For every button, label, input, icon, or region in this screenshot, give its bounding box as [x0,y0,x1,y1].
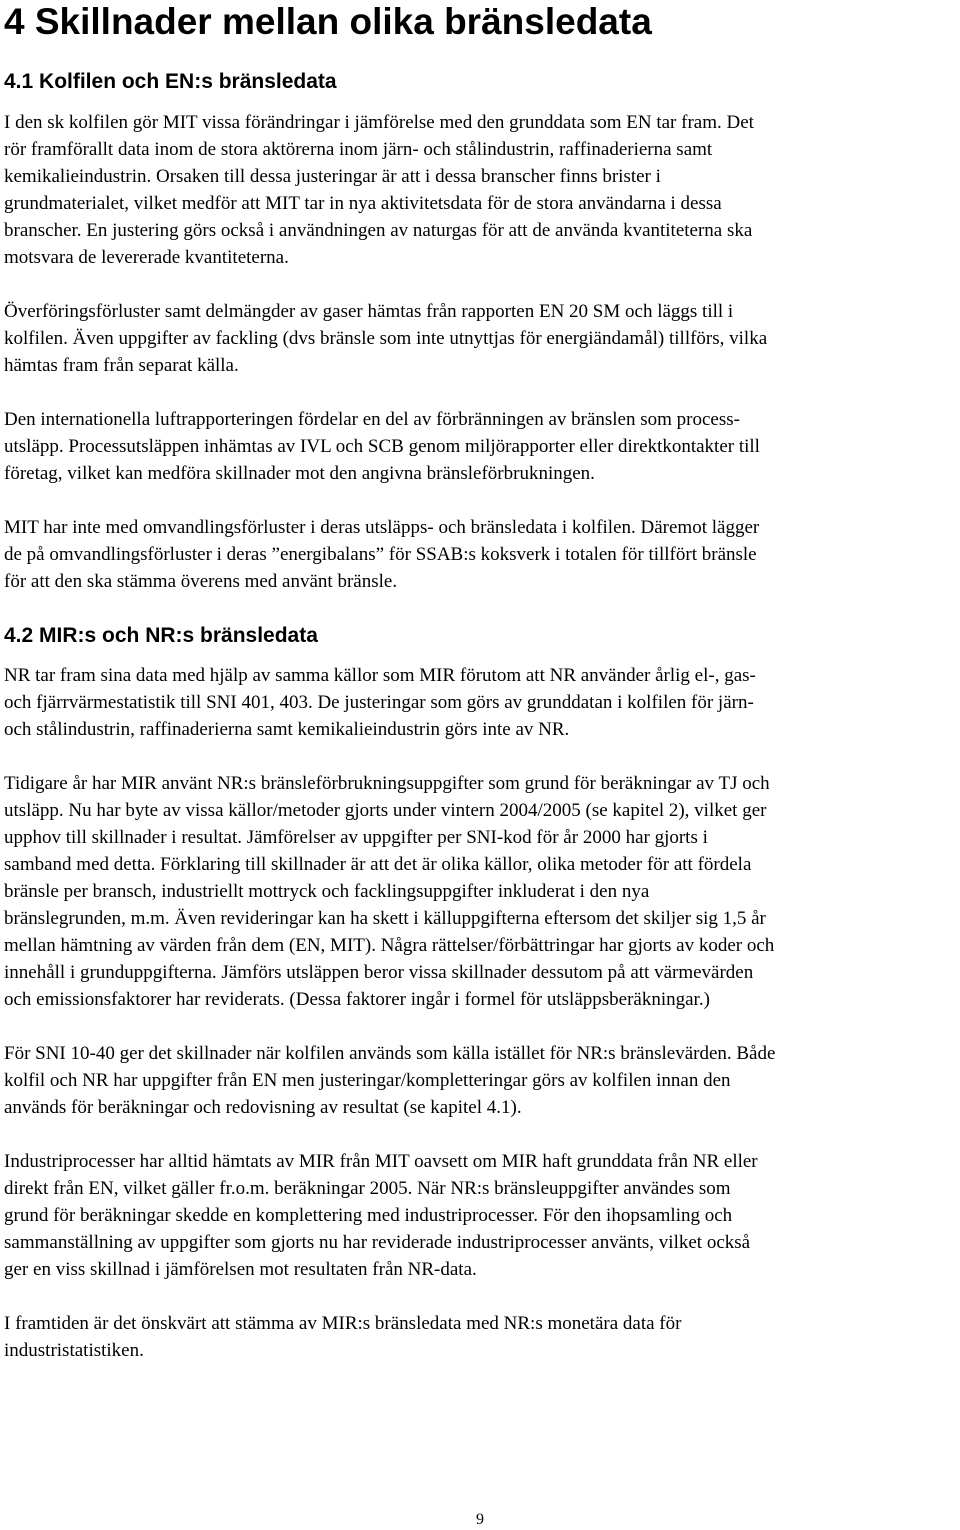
text-line: Den internationella luftrapporteringen fördelar en del av förbränningen av bränslen som process- [4,409,740,430]
text-line: ger en viss skillnad i jämförelsen mot resultaten från NR-data. [4,1259,477,1280]
text-line: motsvara de levererade kvantiteterna. [4,247,289,268]
text-line: företag, vilket kan medföra skillnader mot den angivna bränsleförbrukningen. [4,463,595,484]
text-line: kemikalieindustrin. Orsaken till dessa justeringar är att i dessa branscher finns brister i [4,166,661,187]
text-line: utsläpp. Nu har byte av vissa källor/metoder gjorts under vintern 2004/2005 (se kapitel 2), vilket ger [4,800,767,821]
paragraph-4-2-5 [4,1310,681,1364]
text-line: hämtas fram från separat källa. [4,355,239,376]
paragraph-4-2-4 [4,1148,758,1283]
text-line: branscher. En justering görs också i användningen av naturgas för att de använda kvantiteterna ska [4,220,753,241]
paragraph-4-1-2 [4,298,767,379]
section-heading-4-1: 4.1 Kolfilen och EN:s bränsledata [4,70,337,93]
text-line: I den sk kolfilen gör MIT vissa förändringar i jämförelse med den grunddata som EN tar fram. Det [4,112,754,133]
text-line: används för beräkningar och redovisning av resultat (se kapitel 4.1). [4,1097,522,1118]
text-line: rör framförallt data inom de stora aktörerna inom järn- och stålindustrin, raffinaderierna samt [4,139,713,160]
chapter-heading: 4 Skillnader mellan olika bränsledata [4,1,652,42]
text-line: för att den ska stämma överens med använt bränsle. [4,571,398,592]
text-line: upphov till skillnader i resultat. Jämförelser av uppgifter per SNI-kod för år 2000 har gjorts i [4,827,708,848]
text-line: MIT har inte med omvandlingsförluster i deras utsläpps- och bränsledata i kolfilen. Däremot lägger [4,517,760,538]
text-line: Tidigare år har MIR använt NR:s bränsleförbrukningsuppgifter som grund för beräkningar av TJ och [4,773,770,794]
text-line: och fjärrvärmestatistik till SNI 401, 403. De justeringar som görs av grunddatan i kolfilen för järn- [4,692,754,713]
text-line: Industriprocesser har alltid hämtats av MIR från MIT oavsett om MIR haft grunddata från NR eller [4,1151,758,1172]
text-line: Överföringsförluster samt delmängder av gaser hämtas från rapporten EN 20 SM och läggs till i [4,301,734,322]
text-line: För SNI 10-40 ger det skillnader när kolfilen används som källa istället för NR:s bränslevärden. Både [4,1043,776,1064]
text-line: och emissionsfaktorer har reviderats. (Dessa faktorer ingår i formel för utsläppsberäkningar.) [4,989,710,1010]
paragraph-4-2-2 [4,770,774,1013]
paragraph-4-1-3 [4,406,760,487]
text-line: mellan hämtning av värden från dem (EN, MIT). Några rättelser/förbättringar har gjorts av koder och [4,935,775,956]
text-line: industristatistiken. [4,1340,144,1361]
paragraph-4-1-1 [4,109,754,271]
text-line: kolfilen. Även uppgifter av fackling (dvs bränsle som inte utnyttjas för energiändamål) tillförs, vilka [4,328,768,349]
paragraph-4-1-4 [4,514,759,595]
text-line: utsläpp. Processutsläppen inhämtas av IVL och SCB genom miljörapporter eller direktkontakter till [4,436,760,457]
text-line: grund för beräkningar skedde en komplettering med industriprocesser. För den ihopsamling och [4,1205,733,1226]
text-line: I framtiden är det önskvärt att stämma av MIR:s bränsledata med NR:s monetära data för [4,1313,682,1334]
text-line: samband med detta. Förklaring till skillnader är att det är olika källor, olika metoder för att fördela [4,854,752,875]
page-number: 9 [476,1511,484,1528]
text-line: bränslegrunden, m.m. Även revideringar kan ha skett i källuppgifterna eftersom det skiljer sig 1,5 år [4,908,766,929]
text-line: NR tar fram sina data med hjälp av samma källor som MIR förutom att NR använder årlig el-, gas- [4,665,756,686]
section-heading-4-2: 4.2 MIR:s och NR:s bränsledata [4,624,318,647]
paragraph-4-2-1 [4,662,756,743]
text-line: och stålindustrin, raffinaderierna samt kemikalieindustrin görs inte av NR. [4,719,570,740]
text-line: sammanställning av uppgifter som gjorts nu har reviderade industriprocesser använts, vilket också [4,1232,751,1253]
text-line: innehåll i grunduppgifterna. Jämförs utsläppen beror vissa skillnader dessutom på att värmevärden [4,962,754,983]
text-line: grundmaterialet, vilket medför att MIT tar in nya aktivitetsdata för de stora användarna i dessa [4,193,722,214]
text-line: direkt från EN, vilket gäller fr.o.m. beräkningar 2005. När NR:s bränsleuppgifter användes som [4,1178,731,1199]
text-line: de på omvandlingsförluster i deras ”energibalans” för SSAB:s koksverk i totalen för tillfört bränsle [4,544,757,565]
text-line: bränsle per bransch, industriellt mottryck och facklingsuppgifter inkluderat i den nya [4,881,650,902]
text-line: kolfil och NR har uppgifter från EN men justeringar/kompletteringar görs av kolfilen innan den [4,1070,731,1091]
paragraph-4-2-3 [4,1040,775,1121]
